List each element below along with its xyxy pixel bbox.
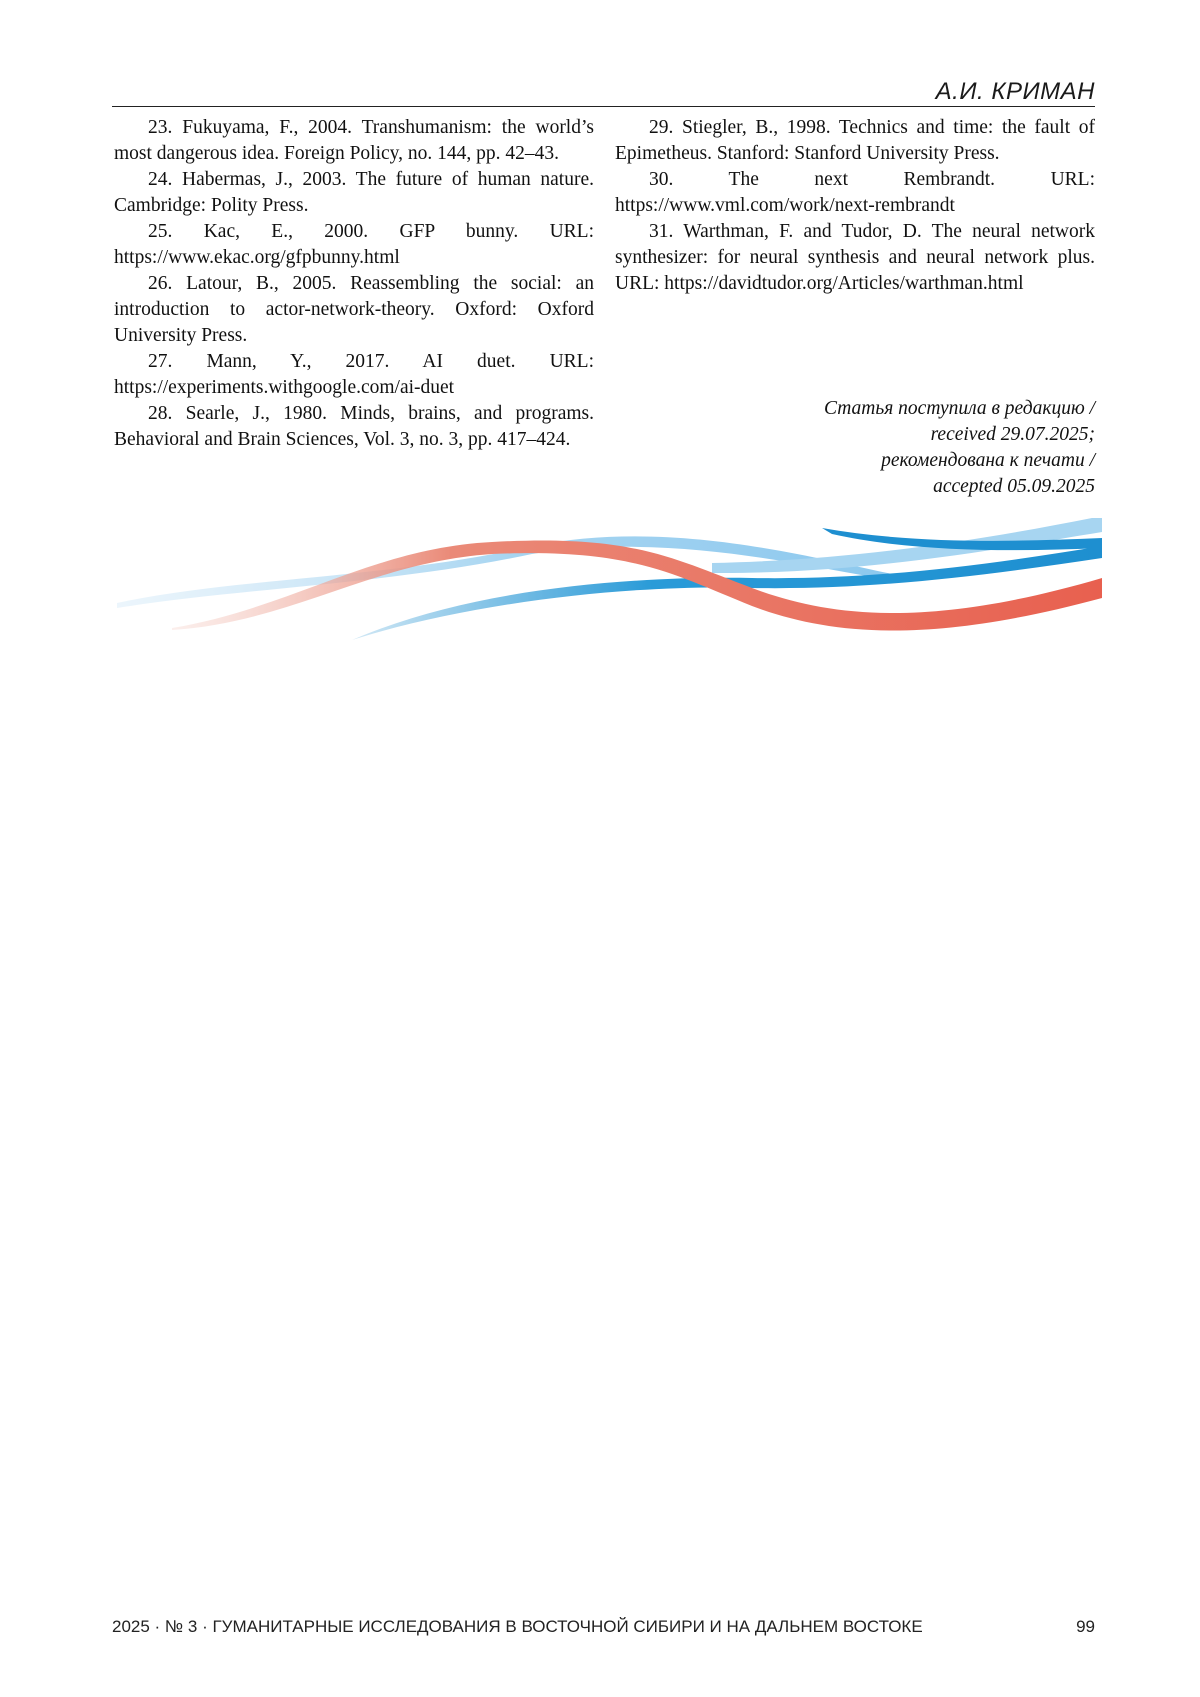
reference-item: 27. Mann, Y., 2017. AI duet. URL: https://experiments.withgoogle.com/ai-duet: [114, 351, 594, 398]
submission-dates: [615, 396, 1095, 500]
received-label: Статья поступила в редакцию /: [823, 398, 1095, 419]
journal-title: 2025 · № 3 · ГУМАНИТАРНЫЕ ИССЛЕДОВАНИЯ В ВОСТОЧНОЙ СИБИРИ И НА ДАЛЬНЕМ ВОСТОКЕ: [112, 1617, 923, 1636]
references-column-left: [114, 115, 594, 453]
reference-item: 30. The next Rembrandt. URL: https://www.vml.com/work/next-rembrandt: [615, 169, 1095, 216]
reference-item: 31. Warthman, F. and Tudor, D. The neural network synthesizer: for neural synthesis and neural network plus. URL: https://davidtudor.org/Articles/warthman.html: [615, 221, 1095, 294]
header-rule: [112, 106, 1095, 107]
running-header-author: А.И. КРИМАН: [935, 78, 1095, 105]
reference-item: 29. Stiegler, B., 1998. Technics and time: the fault of Epimetheus. Stanford: Stanford University Press.: [615, 117, 1095, 164]
reference-item: 25. Kac, E., 2000. GFP bunny. URL: https://www.ekac.org/gfpbunny.html: [114, 221, 594, 268]
reference-item: 24. Habermas, J., 2003. The future of human nature. Cambridge: Polity Press.: [114, 169, 594, 216]
accepted-label: рекомендована к печати /: [881, 450, 1095, 471]
accepted-date: accepted 05.09.2025: [933, 476, 1095, 497]
reference-item: 28. Searle, J., 1980. Minds, brains, and programs. Behavioral and Brain Sciences, Vol. 3, no. 3, pp. 417–424.: [114, 403, 594, 450]
decorative-waves: [112, 518, 1102, 643]
reference-item: 23. Fukuyama, F., 2004. Transhumanism: the world’s most dangerous idea. Foreign Policy, no. 144, pp. 42–43.: [114, 117, 594, 164]
received-date: received 29.07.2025;: [930, 424, 1095, 445]
reference-item: 26. Latour, B., 2005. Reassembling the social: an introduction to actor-network-theory. Oxford: Oxford University Press.: [114, 273, 594, 346]
page-footer: [112, 1617, 1095, 1637]
references-column-right: [615, 115, 1095, 297]
page-number: 99: [1076, 1617, 1095, 1636]
